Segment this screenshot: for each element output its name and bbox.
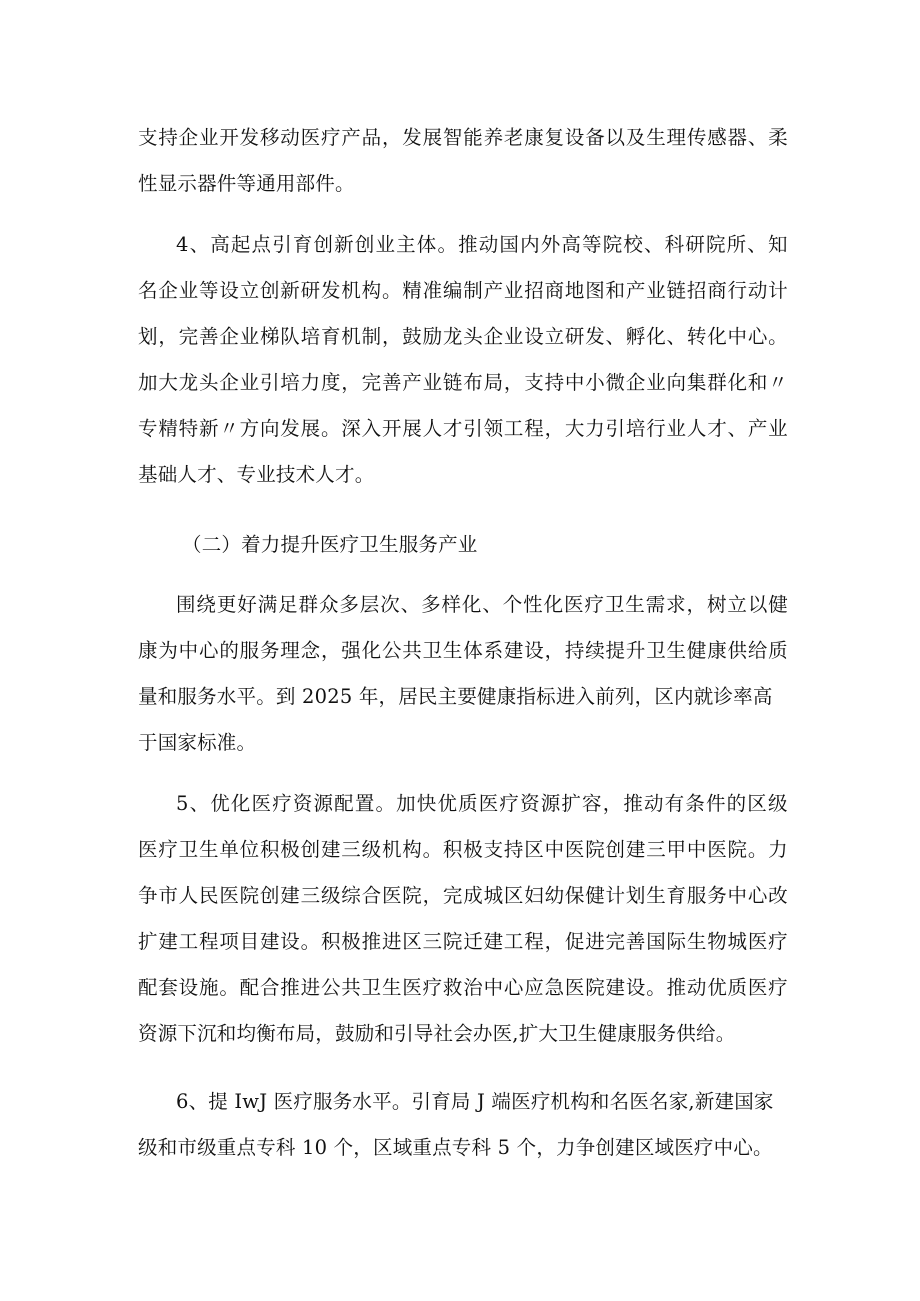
text-line: 划 ， 完 善 企 业 梯 队 培 育 机 制 ， 鼓 励 龙 头 企 业 设 立 研 发 、 孵 化 、 转 化 中 心 。: [138, 325, 788, 348]
text-line: 5 、 优 化 医 疗 资 源 配 置 。 加 快 优 质 医 疗 资 源 扩 容 ， 推 动 有 条 件 的 区 级: [176, 792, 788, 815]
text-line: 康 为 中 心 的 服 务 理 念 ， 强 化 公 共 卫 生 体 系 建 设 ， 持 续 提 升 卫 生 健 康 供 给 质: [138, 639, 788, 662]
text-line: 量和服务水平。到 2025 年，居民主要健康指标进入前列，区内就诊率高: [138, 685, 773, 708]
text-line: 6、提 IwJ 医疗服务水平。引育局 J 端医疗机构和名医名家,新建国家: [176, 1090, 774, 1113]
text-line: 围 绕 更 好 满 足 群 众 多 层 次 、 多 样 化 、 个 性 化 医 疗 卫 生 需 求 ， 树 立 以 健: [176, 593, 788, 616]
text-line: 医 疗 卫 生 单 位 积 极 创 建 三 级 机 构 。 积 极 支 持 区 中 医 院 创 建 三 甲 中 医 院 。 力: [138, 838, 788, 861]
text-line: 性显示器件等通用部件。: [138, 172, 355, 195]
text-line: 专 精 特 新 〃 方 向 发 展 。 深 入 开 展 人 才 引 领 工 程 ， 大 力 引 培 行 业 人 才 、 产 业: [138, 417, 788, 440]
text-line: 于国家标准。: [138, 731, 257, 754]
text-line: 扩 建 工 程 项 目 建 设 。 积 极 推 进 区 三 院 迁 建 工 程 ， 促 进 完 善 国 际 生 物 城 医 疗: [138, 930, 788, 953]
text-line: 基础人才、专业技术人才。: [138, 463, 375, 486]
text-line: 支 持 企 业 开 发 移 动 医 疗 产 品 ， 发 展 智 能 养 老 康 复 设 备 以 及 生 理 传 感 器 、 柔: [138, 126, 788, 149]
text-line: 4 、 高 起 点 引 育 创 新 创 业 主 体 。 推 动 国 内 外 高 等 院 校 、 科 研 院 所 、 知: [176, 233, 788, 256]
text-line: 名 企 业 等 设 立 创 新 研 发 机 构 。 精 准 编 制 产 业 招 商 地 图 和 产 业 链 招 商 行 动 计: [138, 279, 788, 302]
text-line: 配 套 设 施 。 配 合 推 进 公 共 卫 生 医 疗 救 治 中 心 应 急 医 院 建 设 。 推 动 优 质 医 疗: [138, 976, 788, 999]
text-line: 资源下沉和均衡布局，鼓励和引导社会办医,扩大卫生健康服务供给。: [138, 1022, 736, 1045]
text-line: 级和市级重点专科 10 个，区域重点专科 5 个，力争创建区域医疗中心。: [138, 1136, 773, 1159]
heading-text: （二）着力提升医疗卫生服务产业: [182, 533, 478, 556]
text-line: 加 大 龙 头 企 业 引 培 力 度 ， 完 善 产 业 链 布 局 ， 支 持 中 小 微 企 业 向 集 群 化 和 〃: [138, 371, 788, 394]
text-line: 争 市 人 民 医 院 创 建 三 级 综 合 医 院 ， 完 成 城 区 妇 幼 保 健 计 划 生 育 服 务 中 心 改: [138, 884, 788, 907]
